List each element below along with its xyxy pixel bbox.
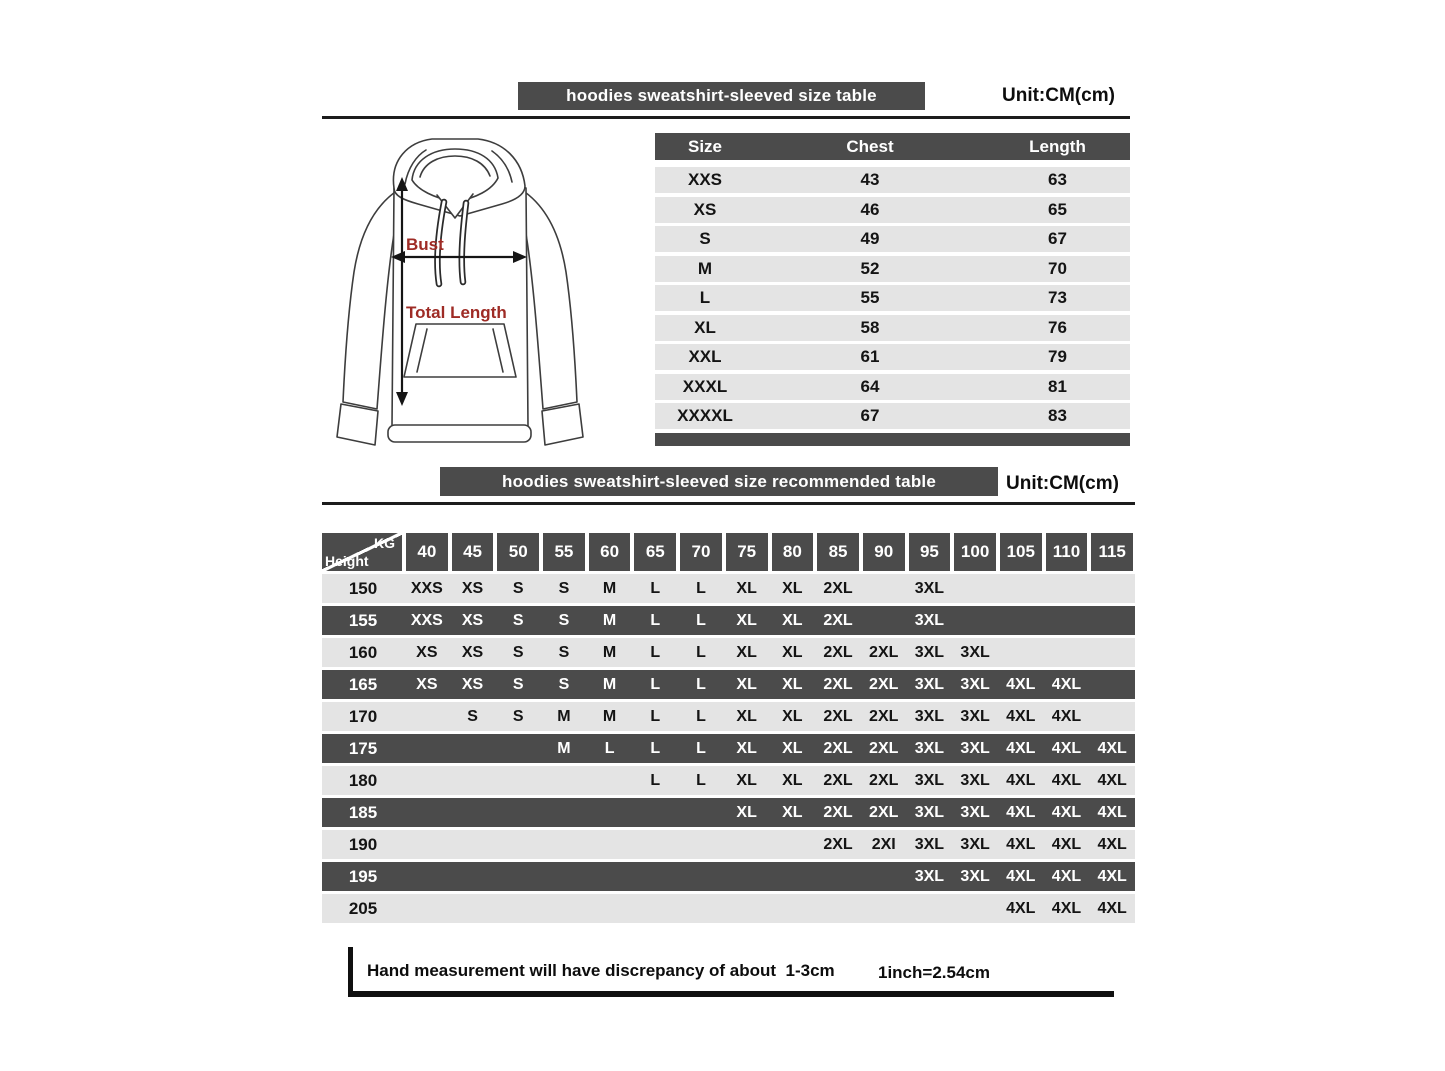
- weight-header-cell: 90: [863, 533, 905, 571]
- table-cell: 55: [860, 288, 880, 307]
- matrix-cell: L: [604, 739, 615, 757]
- matrix-cell: [450, 862, 496, 891]
- matrix-cell: [632, 862, 678, 891]
- matrix-cell: 4XL: [1097, 835, 1127, 853]
- matrix-cell: XL: [782, 643, 803, 661]
- size-recommendation-matrix: [322, 533, 1135, 923]
- matrix-cell: XL: [736, 707, 757, 725]
- table-cell: L: [699, 288, 711, 307]
- matrix-cell: [404, 894, 450, 923]
- matrix-cell: [587, 798, 633, 827]
- matrix-cell: 2XL: [823, 707, 853, 725]
- matrix-cell: [495, 862, 541, 891]
- matrix-cell: [495, 894, 541, 923]
- matrix-cell: XS: [461, 579, 484, 597]
- height-label-cell: 195: [348, 866, 378, 886]
- weight-header-cell: 55: [543, 533, 585, 571]
- matrix-cell: 4XL: [1051, 771, 1082, 789]
- column-header-chest: Chest: [846, 136, 894, 156]
- matrix-cell: [541, 862, 587, 891]
- matrix-cell: XL: [736, 579, 757, 597]
- matrix-cell: M: [557, 739, 571, 757]
- matrix-cell: 2XI: [871, 835, 896, 853]
- matrix-cell: [587, 766, 633, 795]
- table-cell: XXS: [687, 170, 723, 189]
- matrix-cell: 3XL: [914, 643, 945, 661]
- matrix-row: [322, 830, 1135, 859]
- matrix-cell: [770, 894, 816, 923]
- matrix-cell: S: [512, 707, 524, 725]
- weight-header-cell: 105: [1000, 533, 1042, 571]
- matrix-cell: XL: [782, 611, 803, 629]
- weight-header-cell: 45: [452, 533, 494, 571]
- matrix-row: [322, 670, 1135, 699]
- matrix-cell: [587, 862, 633, 891]
- matrix-cell: [861, 894, 907, 923]
- height-label-cell: 180: [348, 770, 378, 790]
- matrix-cell: L: [650, 643, 661, 661]
- matrix-cell: 3XL: [914, 611, 945, 629]
- weight-header-cell: 60: [589, 533, 631, 571]
- matrix-cell: L: [696, 643, 706, 661]
- matrix-cell: 4XL: [1006, 867, 1036, 885]
- footer-horizontal-bar: [350, 991, 1114, 997]
- matrix-cell: [587, 830, 633, 859]
- column-header-length: Length: [1029, 136, 1086, 156]
- matrix-cell: [1089, 702, 1135, 731]
- matrix-cell: [861, 862, 907, 891]
- height-label-cell: 150: [348, 578, 378, 598]
- matrix-cell: S: [512, 611, 524, 629]
- matrix-cell: [770, 830, 816, 859]
- matrix-row: [322, 606, 1135, 635]
- matrix-cell: L: [696, 771, 706, 789]
- unit-label-2: Unit:CM(cm): [1006, 472, 1119, 494]
- table-row: [655, 315, 1130, 341]
- matrix-cell: [587, 894, 633, 923]
- weight-header-cell: 110: [1046, 533, 1088, 571]
- matrix-cell: 2XL: [823, 643, 853, 661]
- matrix-cell: XL: [782, 803, 803, 821]
- matrix-cell: 3XL: [960, 835, 990, 853]
- recommended-table-title: [440, 467, 998, 496]
- matrix-cell: 4XL: [1097, 899, 1127, 917]
- table-cell: XL: [694, 317, 716, 337]
- height-label: Height: [325, 553, 369, 569]
- matrix-cell: M: [602, 579, 617, 597]
- table-cell: 43: [860, 170, 880, 189]
- table-cell: 67: [1048, 229, 1067, 248]
- matrix-body: [322, 574, 1135, 923]
- matrix-cell: [724, 894, 770, 923]
- matrix-cell: S: [512, 675, 524, 693]
- matrix-cell: 2XL: [823, 803, 853, 821]
- matrix-cell: [1044, 638, 1090, 667]
- table-cell: 46: [860, 199, 880, 219]
- matrix-cell: [952, 574, 998, 603]
- height-label-cell: 160: [348, 642, 378, 662]
- weight-header-cell: 65: [634, 533, 676, 571]
- total-length-label: Total Length: [406, 303, 507, 322]
- hoodie-outline: [337, 139, 583, 445]
- matrix-cell: S: [558, 675, 570, 693]
- matrix-cell: 4XL: [1006, 739, 1036, 757]
- matrix-cell: 4XL: [1097, 867, 1127, 885]
- matrix-cell: L: [650, 771, 661, 789]
- matrix-cell: 2XL: [869, 803, 899, 821]
- matrix-cell: 2XL: [823, 835, 853, 853]
- matrix-cell: XL: [736, 771, 757, 789]
- table-cell: XXXL: [682, 376, 728, 396]
- kg-height-corner-cell: [322, 533, 402, 571]
- matrix-cell: 2XL: [823, 611, 853, 629]
- matrix-cell: XL: [736, 643, 757, 661]
- table-cell: 73: [1048, 288, 1067, 307]
- matrix-cell: M: [602, 707, 617, 725]
- table-cell: 76: [1048, 317, 1067, 337]
- matrix-cell: 3XL: [960, 643, 990, 661]
- height-label-cell: 170: [348, 706, 378, 726]
- matrix-cell: 3XL: [960, 675, 990, 693]
- matrix-cell: 4XL: [1051, 803, 1082, 821]
- matrix-cell: [724, 830, 770, 859]
- weight-header-cell: 115: [1091, 533, 1133, 571]
- matrix-cell: 4XL: [1006, 835, 1036, 853]
- matrix-cell: 2XL: [869, 675, 899, 693]
- matrix-cell: XL: [736, 739, 757, 757]
- matrix-cell: XL: [782, 707, 803, 725]
- table-row: [655, 167, 1130, 193]
- table-cell: XS: [693, 199, 717, 219]
- matrix-cell: M: [602, 611, 617, 629]
- matrix-cell: [998, 606, 1044, 635]
- matrix-row: [322, 894, 1135, 923]
- matrix-cell: 4XL: [1097, 739, 1127, 757]
- matrix-cell: S: [558, 643, 570, 661]
- matrix-cell: [998, 638, 1044, 667]
- matrix-cell: S: [558, 579, 570, 597]
- matrix-cell: 4XL: [1051, 675, 1082, 693]
- matrix-cell: L: [696, 675, 706, 693]
- matrix-cell: XL: [782, 739, 803, 757]
- matrix-cell: [495, 734, 541, 763]
- table-row: [655, 374, 1130, 400]
- matrix-cell: L: [650, 675, 661, 693]
- matrix-cell: 3XL: [960, 707, 990, 725]
- divider-line-2: [322, 502, 1135, 505]
- table-cell: 49: [860, 229, 880, 248]
- matrix-row: [322, 798, 1135, 827]
- matrix-cell: [632, 798, 678, 827]
- matrix-cell: 3XL: [914, 579, 945, 597]
- matrix-cell: [541, 830, 587, 859]
- matrix-cell: 2XL: [823, 771, 853, 789]
- matrix-cell: [1044, 606, 1090, 635]
- size-table-title: [518, 82, 925, 110]
- matrix-cell: [450, 766, 496, 795]
- table-cell: M: [697, 258, 713, 278]
- unit-label-1: Unit:CM(cm): [1002, 85, 1115, 106]
- weight-header-cell: 100: [954, 533, 996, 571]
- matrix-cell: [495, 766, 541, 795]
- table-row: [655, 256, 1130, 282]
- matrix-cell: XS: [416, 643, 438, 661]
- matrix-cell: L: [696, 611, 706, 629]
- inch-conversion-note: 1inch=2.54cm: [878, 963, 990, 982]
- matrix-cell: 4XL: [1006, 803, 1036, 821]
- height-label-cell: 165: [348, 674, 378, 694]
- matrix-cell: 4XL: [1097, 803, 1127, 821]
- matrix-cell: [495, 830, 541, 859]
- matrix-cell: XXS: [410, 611, 443, 629]
- matrix-cell: 4XL: [1051, 707, 1082, 725]
- matrix-cell: 4XL: [1097, 771, 1127, 789]
- matrix-cell: 4XL: [1051, 899, 1082, 917]
- matrix-cell: 4XL: [1006, 675, 1036, 693]
- matrix-cell: 3XL: [960, 867, 990, 885]
- matrix-cell: 2XL: [869, 771, 899, 789]
- matrix-cell: 2XL: [823, 675, 853, 693]
- weight-header-cell: 75: [726, 533, 768, 571]
- weight-header-cell: 50: [497, 533, 539, 571]
- table-cell: 83: [1048, 406, 1067, 425]
- matrix-cell: [541, 798, 587, 827]
- matrix-cell: [861, 574, 907, 603]
- table-cell: 64: [860, 376, 880, 396]
- matrix-cell: [770, 862, 816, 891]
- matrix-cell: 4XL: [1006, 707, 1036, 725]
- size-table-body: [655, 167, 1130, 429]
- table-row: [655, 285, 1130, 311]
- table-cell: 63: [1048, 170, 1067, 189]
- matrix-cell: [678, 830, 724, 859]
- matrix-cell: [450, 734, 496, 763]
- matrix-cell: [404, 734, 450, 763]
- table-row: [655, 226, 1130, 252]
- bust-label: Bust: [406, 235, 444, 254]
- matrix-cell: M: [557, 707, 571, 725]
- matrix-cell: XL: [736, 803, 757, 821]
- matrix-cell: 3XL: [960, 771, 990, 789]
- matrix-cell: [952, 894, 998, 923]
- matrix-cell: L: [696, 579, 706, 597]
- matrix-cell: 2XL: [869, 707, 899, 725]
- matrix-cell: [632, 894, 678, 923]
- size-table-bottom-bar: [655, 433, 1130, 446]
- matrix-cell: [450, 830, 496, 859]
- matrix-cell: [404, 766, 450, 795]
- matrix-cell: S: [467, 707, 478, 725]
- matrix-cell: XL: [782, 771, 803, 789]
- matrix-cell: XS: [461, 675, 484, 693]
- matrix-cell: XL: [782, 675, 803, 693]
- matrix-cell: XL: [736, 611, 757, 629]
- matrix-cell: 3XL: [914, 675, 945, 693]
- matrix-cell: 3XL: [914, 739, 945, 757]
- matrix-cell: [541, 766, 587, 795]
- table-cell: XXXXL: [677, 406, 733, 425]
- matrix-cell: L: [650, 611, 661, 629]
- matrix-cell: [678, 798, 724, 827]
- matrix-cell: [998, 574, 1044, 603]
- matrix-cell: 4XL: [1006, 771, 1036, 789]
- matrix-row: [322, 862, 1135, 891]
- matrix-cell: [450, 894, 496, 923]
- matrix-cell: S: [512, 643, 524, 661]
- matrix-row: [322, 702, 1135, 731]
- table-cell: 67: [860, 406, 880, 425]
- height-label-cell: 205: [348, 898, 378, 918]
- matrix-cell: [815, 894, 861, 923]
- matrix-cell: 3XL: [914, 867, 945, 885]
- matrix-cell: L: [650, 707, 661, 725]
- matrix-row: [322, 638, 1135, 667]
- table-cell: 81: [1048, 376, 1067, 396]
- matrix-cell: [1044, 574, 1090, 603]
- matrix-cell: [724, 862, 770, 891]
- table-cell: S: [699, 229, 711, 248]
- table-cell: 52: [860, 258, 880, 278]
- table-row: [655, 403, 1130, 429]
- height-label-cell: 175: [348, 738, 378, 758]
- matrix-cell: 3XL: [914, 771, 945, 789]
- matrix-cell: XXS: [410, 579, 443, 597]
- matrix-cell: [861, 606, 907, 635]
- matrix-cell: S: [512, 579, 524, 597]
- matrix-cell: [678, 862, 724, 891]
- matrix-cell: L: [650, 579, 661, 597]
- size-table: [655, 133, 1130, 446]
- matrix-row: [322, 766, 1135, 795]
- height-label-cell: 155: [348, 610, 378, 630]
- matrix-cell: 3XL: [960, 803, 990, 821]
- kg-label: KG: [374, 535, 395, 551]
- matrix-cell: [1089, 638, 1135, 667]
- matrix-cell: XL: [782, 579, 803, 597]
- matrix-row: [322, 734, 1135, 763]
- matrix-row: [322, 574, 1135, 603]
- matrix-cell: XL: [736, 675, 757, 693]
- matrix-cell: [815, 862, 861, 891]
- matrix-cell: 3XL: [960, 739, 990, 757]
- matrix-cell: [632, 830, 678, 859]
- matrix-cell: L: [650, 739, 661, 757]
- weight-header-cell: 70: [680, 533, 722, 571]
- matrix-cell: XS: [461, 611, 484, 629]
- weight-header-cell: 80: [772, 533, 814, 571]
- divider-line-1: [322, 116, 1130, 119]
- matrix-cell: [495, 798, 541, 827]
- matrix-cell: 3XL: [914, 707, 945, 725]
- matrix-cell: [541, 894, 587, 923]
- size-table-title-text: hoodies sweatshirt-sleeved size table: [566, 86, 877, 105]
- matrix-cell: 3XL: [914, 835, 945, 853]
- matrix-cell: [404, 798, 450, 827]
- matrix-cell: M: [602, 643, 617, 661]
- matrix-cell: [1089, 606, 1135, 635]
- matrix-cell: 2XL: [823, 739, 853, 757]
- size-table-header: [655, 133, 1130, 160]
- matrix-cell: XS: [461, 643, 484, 661]
- matrix-cell: [1089, 670, 1135, 699]
- matrix-cell: 4XL: [1051, 835, 1082, 853]
- matrix-cell: 2XL: [869, 643, 899, 661]
- matrix-cell: L: [696, 739, 706, 757]
- measurement-note: Hand measurement will have discrepancy of about 1-3cm: [367, 961, 835, 980]
- height-label-cell: 190: [348, 834, 378, 854]
- table-cell: 79: [1048, 347, 1067, 366]
- weight-header-cell: 95: [909, 533, 951, 571]
- table-row: [655, 197, 1130, 223]
- matrix-cell: [404, 862, 450, 891]
- weight-header-cell: 85: [817, 533, 859, 571]
- matrix-cell: [404, 702, 450, 731]
- matrix-cell: 2XL: [869, 739, 899, 757]
- matrix-cell: [1089, 574, 1135, 603]
- matrix-cell: [907, 894, 953, 923]
- table-cell: 70: [1048, 258, 1067, 278]
- table-cell: 58: [860, 317, 880, 337]
- table-cell: 65: [1048, 199, 1067, 219]
- hoodie-line-drawing: [332, 132, 632, 462]
- matrix-cell: S: [558, 611, 570, 629]
- matrix-cell: 4XL: [1051, 867, 1082, 885]
- height-label-cell: 185: [348, 802, 378, 822]
- matrix-cell: 4XL: [1051, 739, 1082, 757]
- matrix-cell: 4XL: [1006, 899, 1036, 917]
- matrix-cell: L: [696, 707, 706, 725]
- table-row: [655, 344, 1130, 370]
- table-cell: XXL: [688, 347, 722, 366]
- matrix-cell: [952, 606, 998, 635]
- column-header-size: Size: [687, 136, 723, 156]
- matrix-cell: M: [602, 675, 617, 693]
- matrix-cell: [678, 894, 724, 923]
- footer-vertical-bar: [348, 947, 353, 997]
- matrix-cell: [404, 830, 450, 859]
- table-cell: 61: [860, 347, 880, 366]
- matrix-cell: [450, 798, 496, 827]
- matrix-cell: 3XL: [914, 803, 945, 821]
- matrix-cell: 2XL: [823, 579, 853, 597]
- recommended-table-title-text: hoodies sweatshirt-sleeved size recommended table: [501, 471, 936, 491]
- matrix-cell: XS: [416, 675, 438, 693]
- matrix-header-row: [322, 533, 1135, 571]
- weight-header-cell: 40: [406, 533, 448, 571]
